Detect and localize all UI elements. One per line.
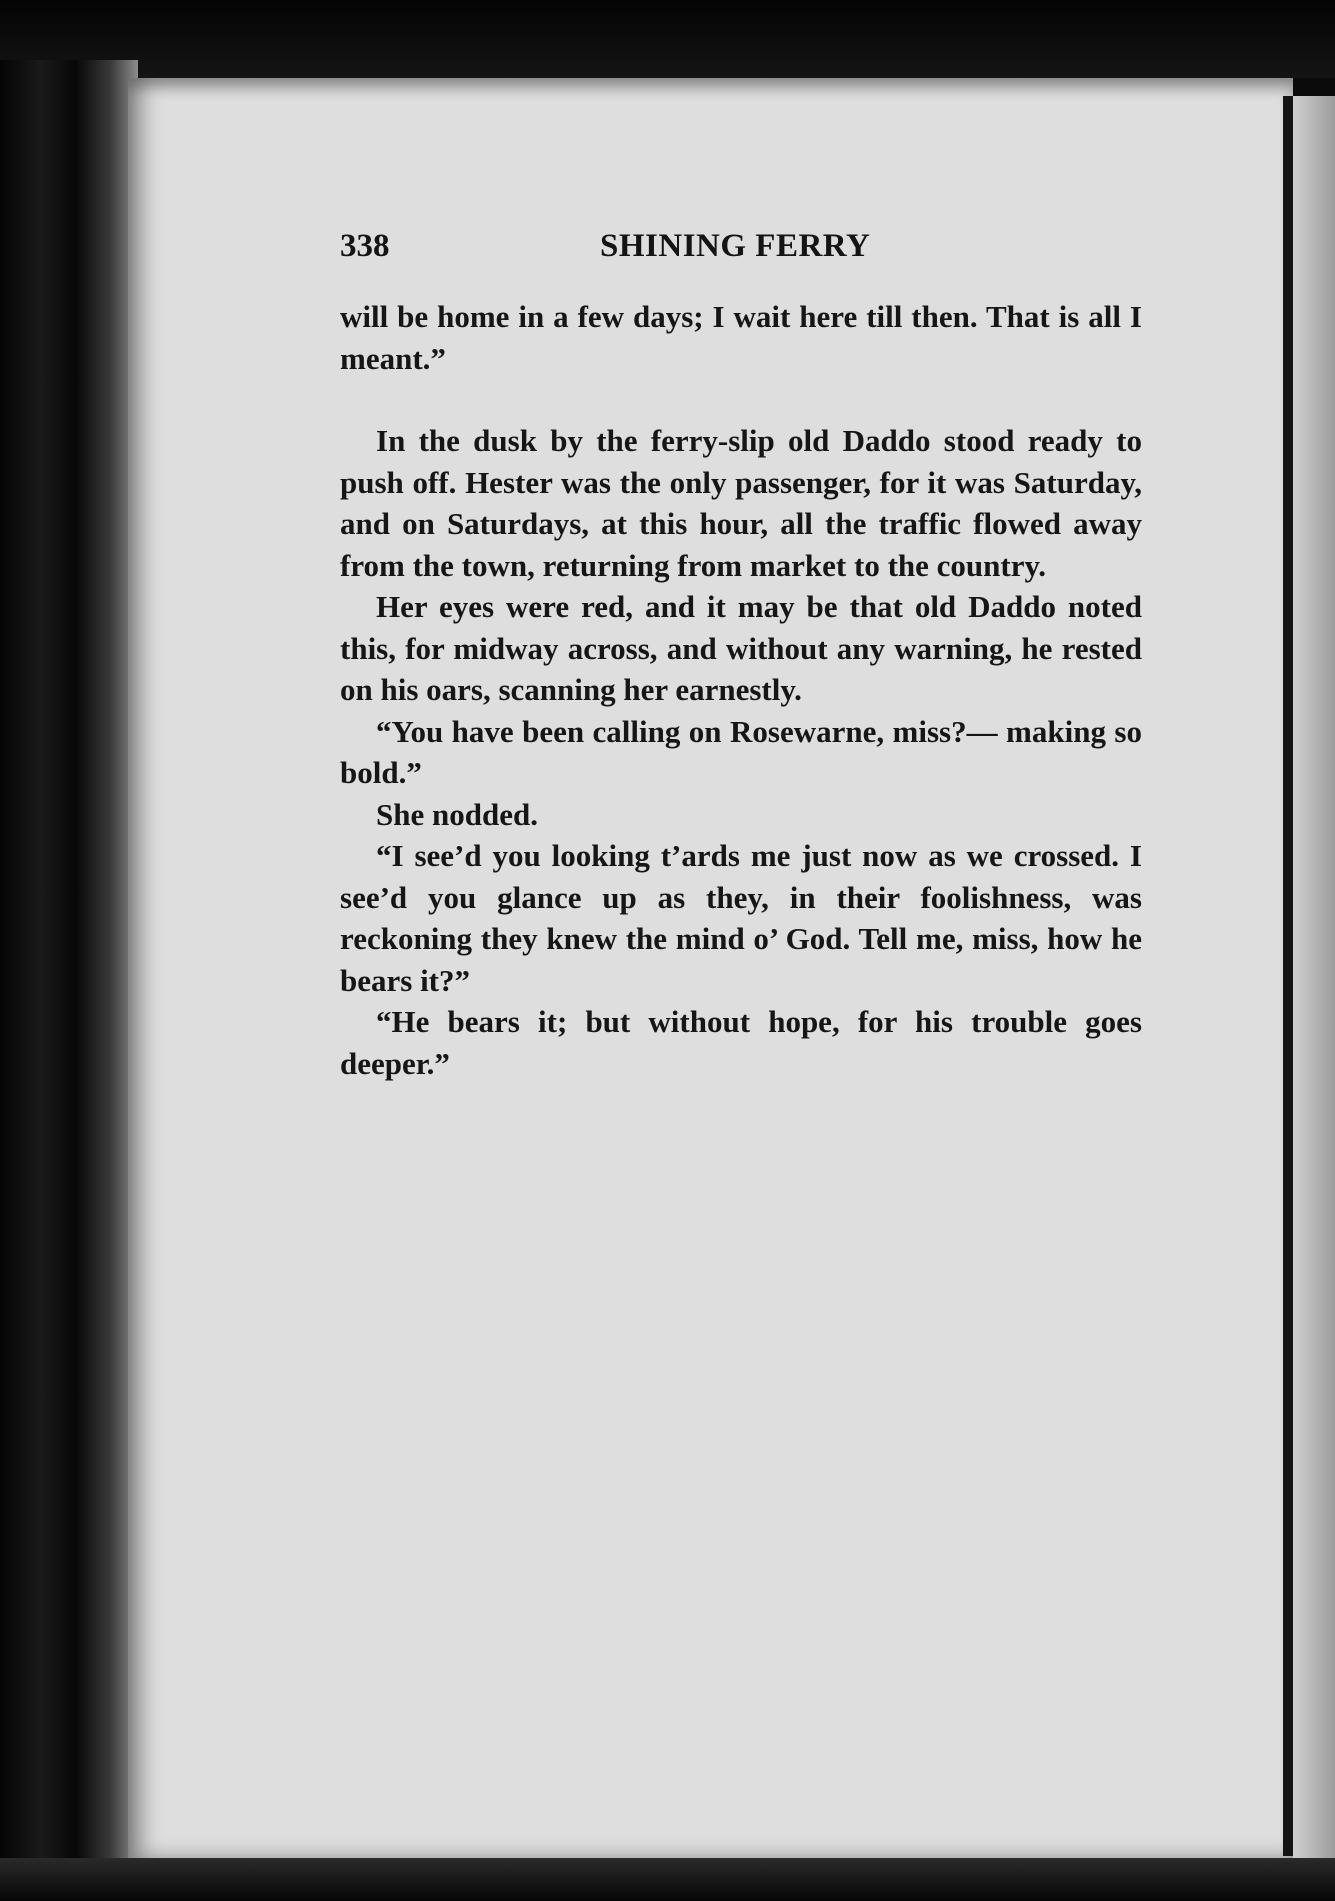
paragraph: “You have been calling on Rosewarne, miss?— making so bold.” xyxy=(340,713,1142,790)
page-number: 338 xyxy=(340,228,390,264)
top-scan-shadow xyxy=(0,0,1335,78)
paragraph: Her eyes were red, and it may be that old Daddo noted this, for midway across, and without any warning, he rested on his oars, scanning her earnestly. xyxy=(340,589,1142,707)
paragraph: will be home in a few days; I wait here till then. That is all I meant.” xyxy=(340,299,1142,376)
paragraph: “He bears it; but without hope, for his trouble goes deeper.” xyxy=(340,1004,1142,1081)
facing-page-sliver xyxy=(1293,96,1335,1901)
paragraph: “I see’d you looking t’ards me just now as we crossed. I see’d you glance up as they, in their foolishness, was reckoning they knew the mind o’ God. Tell me, miss, how he bears it?” xyxy=(340,838,1142,998)
paragraph: She nodded. xyxy=(376,796,538,832)
paragraph: In the dusk by the ferry-slip old Daddo stood ready to push off. Hester was the only passenger, for it was Saturday, and on Saturdays, at this hour, all the traffic flowed away from the town, returning from market to the country. xyxy=(340,423,1142,583)
bottom-scan-shadow xyxy=(0,1858,1335,1901)
page-header xyxy=(340,228,1140,272)
running-head: SHINING FERRY xyxy=(600,228,871,264)
book-binding-edge xyxy=(0,60,138,1901)
page-right-edge xyxy=(1283,96,1293,1856)
body-text xyxy=(340,296,1142,1084)
